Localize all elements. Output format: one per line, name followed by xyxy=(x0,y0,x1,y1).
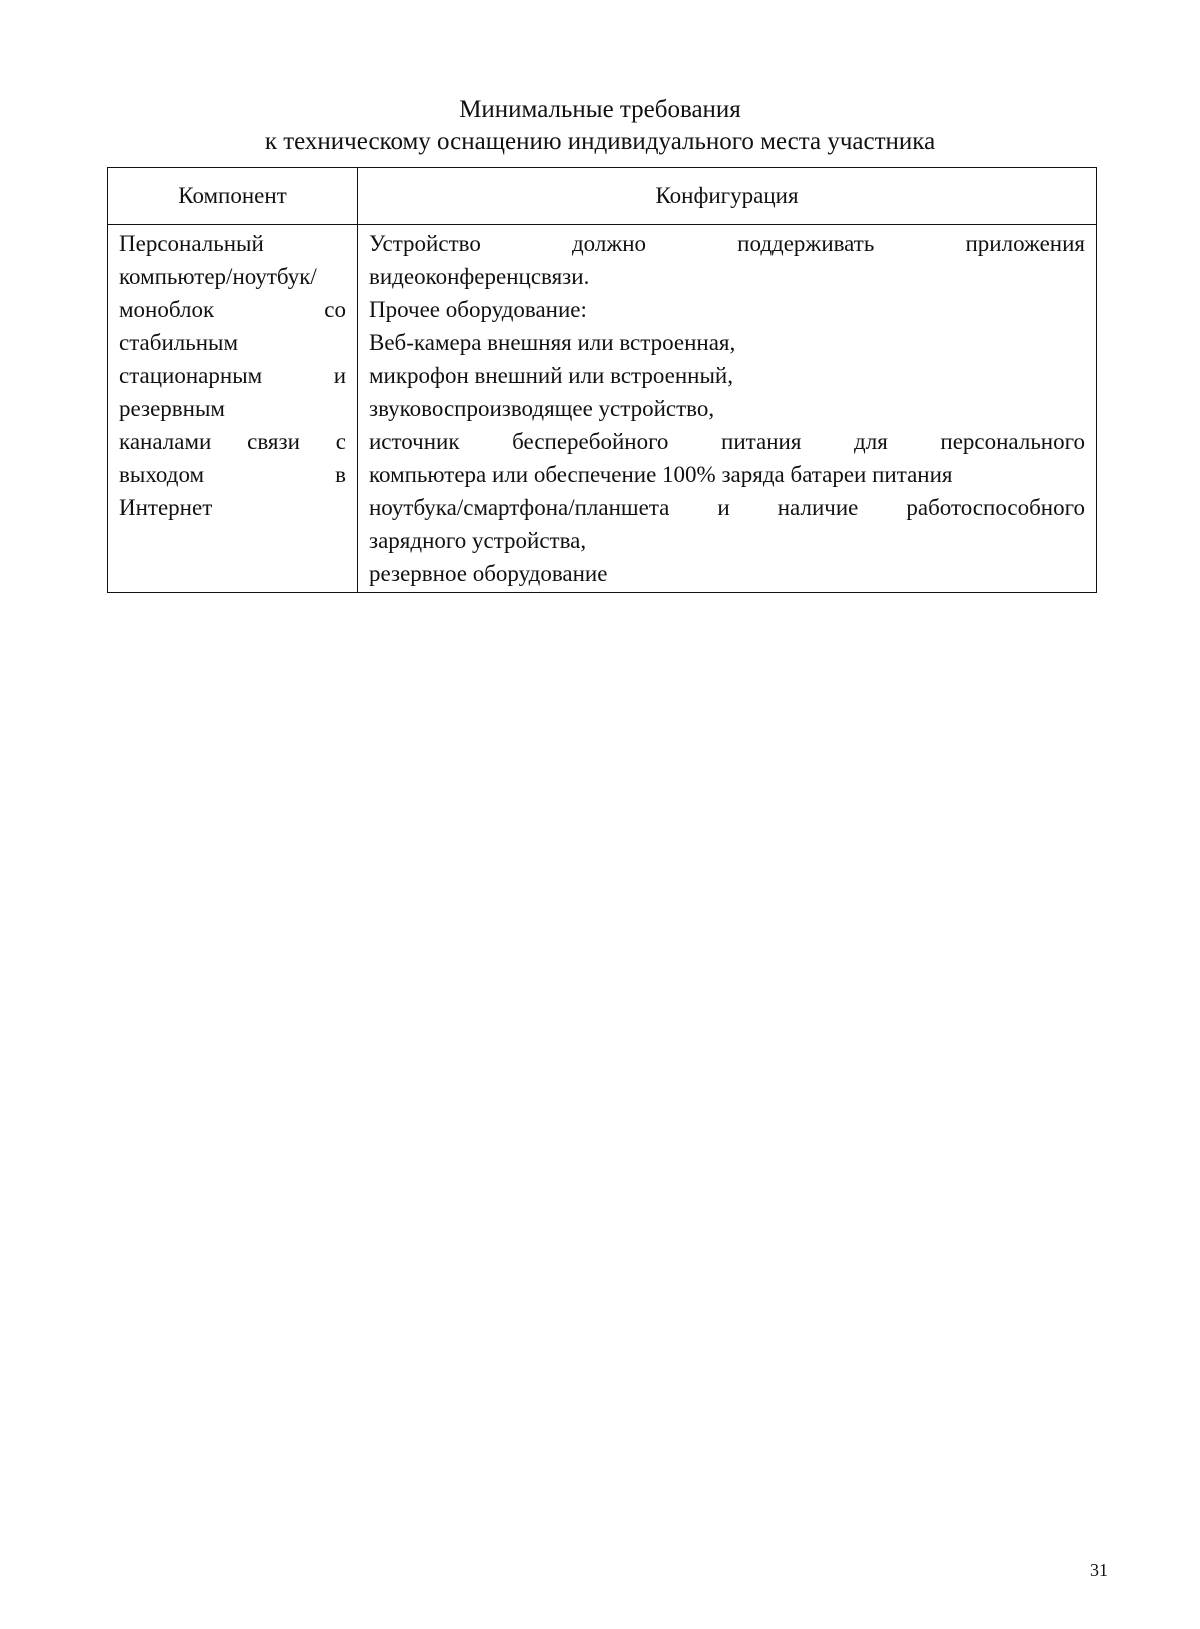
configuration-line xyxy=(369,227,1085,260)
component-line xyxy=(119,425,346,458)
configuration-line: Прочее оборудование: xyxy=(369,297,587,322)
configuration-word: источник xyxy=(369,429,460,454)
configuration-line xyxy=(369,491,1085,524)
component-word: каналами xyxy=(119,429,212,454)
configuration-line: микрофон внешний или встроенный, xyxy=(369,363,733,388)
configuration-line: резервное оборудование xyxy=(369,561,608,586)
configuration-word: наличие xyxy=(777,495,859,520)
configuration-word: поддерживать xyxy=(737,231,875,256)
table-row xyxy=(108,225,1096,592)
component-word: и xyxy=(333,363,346,388)
component-line: Персональный xyxy=(119,231,264,256)
configuration-line: зарядного устройства, xyxy=(369,528,587,553)
configuration-line: Веб-камера внешняя или встроенная, xyxy=(369,330,736,355)
component-line xyxy=(119,359,346,392)
document-title-line-2: к техническому оснащению индивидуального места участника xyxy=(264,128,936,155)
configuration-word: должно xyxy=(571,231,647,256)
component-line xyxy=(119,293,346,326)
configuration-word: работоспособного xyxy=(906,495,1085,520)
configuration-word: ноутбука/смартфона/планшета xyxy=(369,495,670,520)
component-word: со xyxy=(324,297,346,322)
configuration-word: питания xyxy=(721,429,802,454)
page-number: 31 xyxy=(1090,1560,1108,1580)
configuration-word: и xyxy=(717,495,730,520)
component-word: выходом xyxy=(119,462,205,487)
component-word: моноблок xyxy=(119,297,215,322)
component-line: стабильным xyxy=(119,330,239,355)
configuration-word: персонального xyxy=(940,429,1085,454)
configuration-line: видеоконференцсвязи. xyxy=(369,264,590,289)
configuration-line: звуковоспроизводящее устройство, xyxy=(369,396,715,421)
component-word: стационарным xyxy=(119,363,263,388)
configuration-line xyxy=(369,425,1085,458)
requirements-table xyxy=(107,167,1097,593)
component-word: в xyxy=(335,462,346,487)
configuration-word: бесперебойного xyxy=(512,429,669,454)
header-component: Компонент xyxy=(108,168,358,224)
component-line: Интернет xyxy=(119,495,213,520)
component-line xyxy=(119,458,346,491)
component-cell xyxy=(108,225,358,592)
configuration-word: приложения xyxy=(965,231,1085,256)
component-word: связи xyxy=(247,429,300,454)
document-title-line-1: Минимальные требования xyxy=(459,96,741,123)
component-word: с xyxy=(335,429,346,454)
table-header-row xyxy=(108,168,1096,225)
configuration-word: для xyxy=(854,429,888,454)
configuration-word: Устройство xyxy=(369,231,481,256)
component-line: резервным xyxy=(119,396,225,421)
component-line: компьютер/ноутбук/ xyxy=(119,264,317,289)
configuration-cell xyxy=(358,225,1096,592)
header-configuration: Конфигурация xyxy=(655,183,799,208)
configuration-line: компьютера или обеспечение 100% заряда батареи питания xyxy=(369,462,953,487)
